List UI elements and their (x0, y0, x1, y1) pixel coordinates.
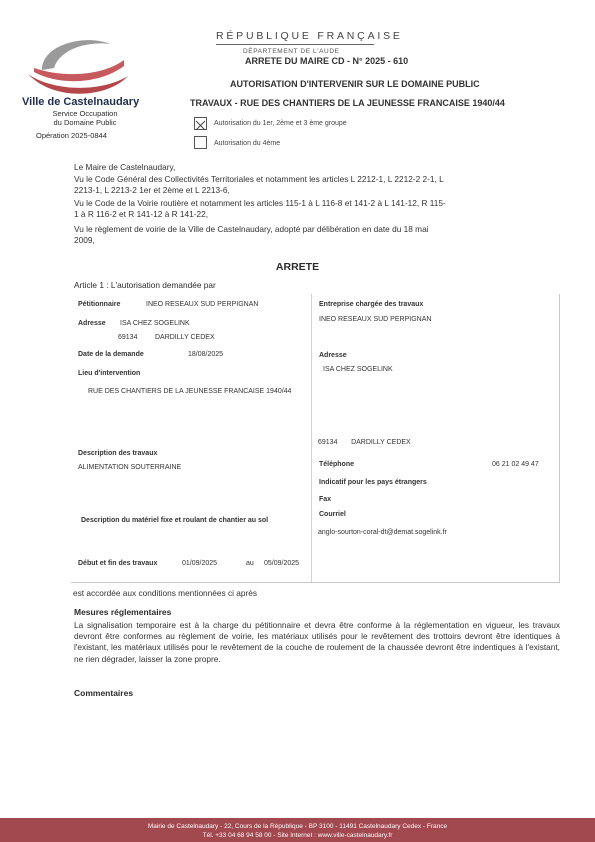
adresse-entreprise-value-1: ISA CHEZ SOGELINK (323, 366, 393, 373)
preamble-line: Vu le Code Général des Collectivités Territoriales et notamment les articles L 2212-1, L 2212-2 2-1, L (74, 174, 444, 184)
autorisation-title: AUTORISATION D'INTERVENIR SUR LE DOMAINE PUBLIC (230, 79, 480, 89)
adresse-value-2: 69134 DARDILLY CEDEX (118, 334, 215, 341)
date-demande-label: Date de la demande (78, 351, 144, 358)
entreprise-value: INEO RESEAUX SUD PERPIGNAN (319, 316, 432, 323)
debut-fin-label: Début et fin des travaux (78, 560, 158, 567)
check-cross-icon (195, 120, 206, 131)
preamble-line: Vu le règlement de voirie de la Ville de Castelnaudary, adopté par délibération en date du 18 mai (74, 224, 429, 234)
description-travaux-label: Description des travaux (78, 450, 158, 457)
fax-label: Fax (319, 496, 332, 503)
preamble-line: Le Maire de Castelnaudary, (74, 162, 176, 172)
lieu-intervention-label: Lieu d'intervention (78, 370, 141, 377)
preamble-line: 1 à R 116-2 et R 141-12 à R 141-22, (74, 209, 209, 219)
debut-value: 01/09/2025 (182, 560, 218, 567)
footer-address: Mairie de Castelnaudary - 22, Cours de la République - BP 3100 - 11491 Castelnaudary Cedex - France (147, 823, 448, 830)
preamble-line: Vu le Code de la Voirie routière et notamment les articles 115-1 à L 116-8 et 141-2 à L 141-12, R 115- (74, 198, 446, 208)
service-label (30, 109, 140, 127)
au-label: au (246, 560, 254, 567)
courriel-label: Courriel (319, 511, 346, 518)
header-divider (216, 44, 374, 45)
telephone-value: 06 21 02 49 47 (492, 461, 539, 468)
form-column-divider (311, 294, 312, 582)
logo-grey-arc (42, 40, 110, 70)
departement-label: DÉPARTEMENT DE L'AUDE (243, 48, 340, 55)
operation-number: Opération 2025-0844 (36, 131, 107, 140)
preamble-line: 2009, (74, 235, 95, 245)
arrete-number: ARRETE DU MAIRE CD - N° 2025 - 610 (245, 56, 409, 66)
service-line-1: Service Occupation (52, 109, 118, 118)
mesures-text: La signalisation temporaire est à la charge du pétitionnaire et devra être conforme à la réglementation en vigueur, les travaux devront être conformes au règlement de voirie, les matériaux utilisés pour le revêtement des trottoirs devront être identiques à l'existant, les matériaux utilisés pour le revêtement de la couche de roulement de la chaussée devront être indentiques à l'existant, ne rien dégrader, laisser la zone propre. (74, 620, 560, 664)
adresse-value-1: ISA CHEZ SOGELINK (120, 320, 190, 327)
petitionnaire-label: Pétitionnaire (78, 301, 121, 308)
logo-city-name: Ville de Castelnaudary (22, 96, 140, 108)
service-line-2: du Domaine Public (53, 118, 117, 127)
arrete-heading: ARRETE (275, 261, 320, 273)
materiel-label: Description du matériel fixe et roulant de chantier au sol (81, 517, 269, 524)
commentaires-heading: Commentaires (74, 688, 134, 698)
preamble-line: 2213-1, L 2213-2 1er et 2ème et L 2213-6, (74, 185, 230, 195)
courriel-value: anglo-sourton-coral-dt@demat.sogelink.fr (318, 529, 447, 536)
adresse-entreprise-value-2: 69134 DARDILLY CEDEX (318, 439, 411, 446)
adresse-entreprise-label: Adresse (319, 352, 347, 359)
checkbox-label-groupe-1-3: Autorisation du 1er, 2ème et 3 ème groupe (214, 120, 347, 127)
lieu-intervention-value: RUE DES CHANTIERS DE LA JEUNESSE FRANCAISE 1940/44 (88, 388, 292, 395)
checkbox-groupe-4[interactable] (194, 136, 207, 149)
conditions-text: est accordée aux conditions mentionnées ci après (73, 588, 258, 598)
date-demande-value: 18/08/2025 (188, 351, 224, 358)
footer-contact: Tél. +33 04 68 94 58 00 - Site Internet : www.ville-castelnaudary.fr (202, 832, 393, 839)
republique-heading: RÉPUBLIQUE FRANÇAISE (216, 30, 403, 42)
checkbox-label-groupe-4: Autorisation du 4ème (214, 140, 281, 147)
description-travaux-value: ALIMENTATION SOUTERRAINE (78, 464, 182, 471)
petitionnaire-value: INEO RESEAUX SUD PERPIGNAN (146, 301, 259, 308)
mesures-heading: Mesures réglementaires (74, 607, 172, 617)
travaux-title: TRAVAUX - RUE DES CHANTIERS DE LA JEUNESSE FRANCAISE 1940/44 (190, 98, 505, 108)
checkbox-groupe-1-3[interactable] (194, 117, 207, 130)
telephone-label: Téléphone (319, 461, 355, 468)
indicatif-label: Indicatif pour les pays étrangers (319, 479, 427, 486)
fin-value: 05/09/2025 (264, 560, 300, 567)
article-1: Article 1 : L'autorisation demandée par (74, 280, 216, 290)
entreprise-label: Entreprise chargée des travaux (319, 301, 424, 308)
city-logo (24, 32, 134, 102)
adresse-label: Adresse (78, 320, 106, 327)
